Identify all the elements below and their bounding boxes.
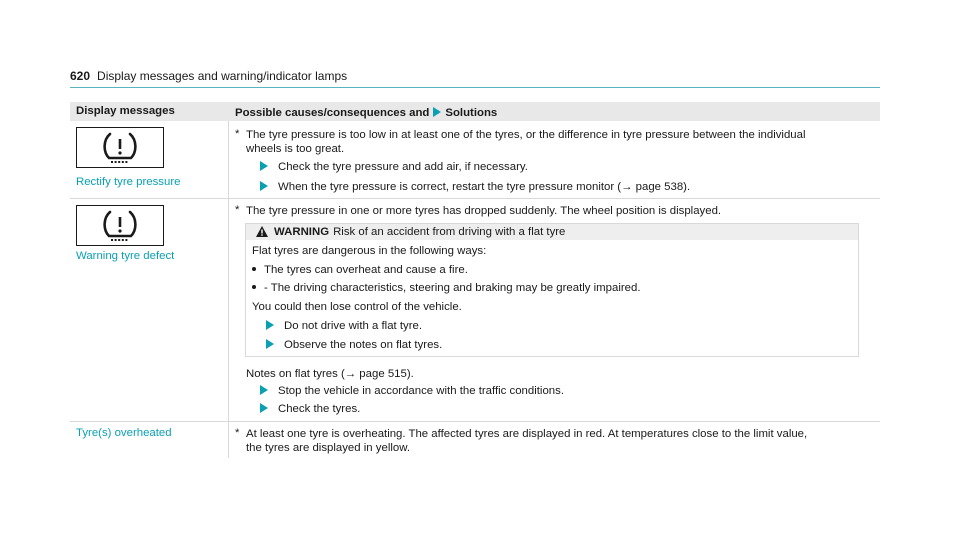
table-header-row bbox=[70, 102, 880, 121]
warning-step bbox=[266, 320, 422, 332]
column-header-display-messages: Display messages bbox=[76, 105, 175, 117]
step-arrow-icon bbox=[266, 320, 274, 330]
warning-step bbox=[266, 339, 442, 351]
warning-title-text: Risk of an accident from driving with a flat tyre bbox=[333, 226, 566, 238]
bullet-dot-icon bbox=[252, 285, 256, 289]
step-arrow-icon bbox=[260, 181, 268, 191]
warning-step-text: Observe the notes on flat tyres. bbox=[284, 339, 443, 351]
table-row bbox=[70, 422, 880, 458]
table-row bbox=[70, 121, 880, 199]
step-arrow-icon bbox=[266, 339, 274, 349]
solution-step bbox=[260, 161, 528, 173]
solution-step-text: Check the tyre pressure and add air, if necessary. bbox=[278, 161, 528, 173]
column-header-causes-text: Possible causes/consequences and bbox=[235, 107, 430, 119]
warning-step-text: Do not drive with a flat tyre. bbox=[284, 320, 423, 332]
warning-label: WARNING bbox=[274, 226, 330, 238]
note-text: Notes on flat tyres (→ page 515). bbox=[246, 368, 414, 380]
page-header bbox=[70, 69, 347, 83]
cause-text-line: The tyre pressure is too low in at least one of the tyres, or the difference in tyre pressure between the individual bbox=[246, 129, 806, 141]
warning-intro: Flat tyres are dangerous in the following ways: bbox=[252, 245, 487, 257]
header-rule bbox=[70, 87, 880, 88]
step-arrow-icon bbox=[260, 161, 268, 171]
footnote-star: * bbox=[235, 204, 240, 216]
warning-title bbox=[274, 226, 565, 238]
cause-text bbox=[246, 128, 866, 156]
solution-step-text: Stop the vehicle in accordance with the traffic conditions. bbox=[278, 385, 564, 397]
warning-consequence: You could then lose control of the vehicle. bbox=[252, 301, 462, 313]
solution-step-text: When the tyre pressure is correct, restart the tyre pressure monitor (→ page 538). bbox=[278, 181, 691, 193]
column-divider bbox=[228, 422, 229, 458]
column-header-causes-solutions bbox=[235, 107, 497, 119]
solution-step-text: Check the tyres. bbox=[278, 403, 361, 415]
tyre-pressure-warning-icon bbox=[76, 127, 164, 168]
step-arrow-icon bbox=[260, 385, 268, 395]
list-item-text: - The driving characteristics, steering and braking may be greatly impaired. bbox=[264, 282, 641, 294]
column-divider bbox=[228, 121, 229, 198]
column-divider bbox=[228, 199, 229, 421]
cause-text-line: At least one tyre is overheating. The affected tyres are displayed in red. At temperatures close to the limit value, bbox=[246, 428, 808, 440]
column-header-solutions-text: Solutions bbox=[445, 107, 498, 119]
table-row bbox=[70, 199, 880, 422]
bullet-dot-icon bbox=[252, 267, 256, 271]
warning-heading bbox=[246, 224, 858, 240]
solution-step bbox=[260, 181, 690, 193]
list-item bbox=[252, 264, 468, 276]
list-item-text: The tyres can overheat and cause a fire. bbox=[264, 264, 468, 276]
list-item bbox=[252, 282, 641, 294]
solution-step bbox=[260, 385, 564, 397]
footnote-star: * bbox=[235, 427, 240, 439]
footnote-star: * bbox=[235, 128, 240, 140]
warning-box bbox=[245, 223, 859, 357]
cause-text bbox=[246, 427, 866, 455]
display-messages-table bbox=[70, 102, 880, 458]
message-label: Warning tyre defect bbox=[76, 250, 175, 262]
page-number: 620 bbox=[70, 69, 91, 83]
cause-text-line: wheels is too great. bbox=[246, 143, 345, 155]
tyre-pressure-warning-icon bbox=[76, 205, 164, 246]
message-label: Rectify tyre pressure bbox=[76, 176, 181, 188]
cause-text: The tyre pressure in one or more tyres has dropped suddenly. The wheel position is displayed. bbox=[246, 205, 722, 217]
solution-step bbox=[260, 403, 360, 415]
message-label: Tyre(s) overheated bbox=[76, 427, 172, 439]
solution-arrow-icon bbox=[433, 107, 441, 117]
page-section-title: Display messages and warning/indicator lamps bbox=[97, 69, 348, 83]
cause-text-line: the tyres are displayed in yellow. bbox=[246, 442, 410, 454]
warning-triangle-icon bbox=[256, 226, 268, 240]
step-arrow-icon bbox=[260, 403, 268, 413]
